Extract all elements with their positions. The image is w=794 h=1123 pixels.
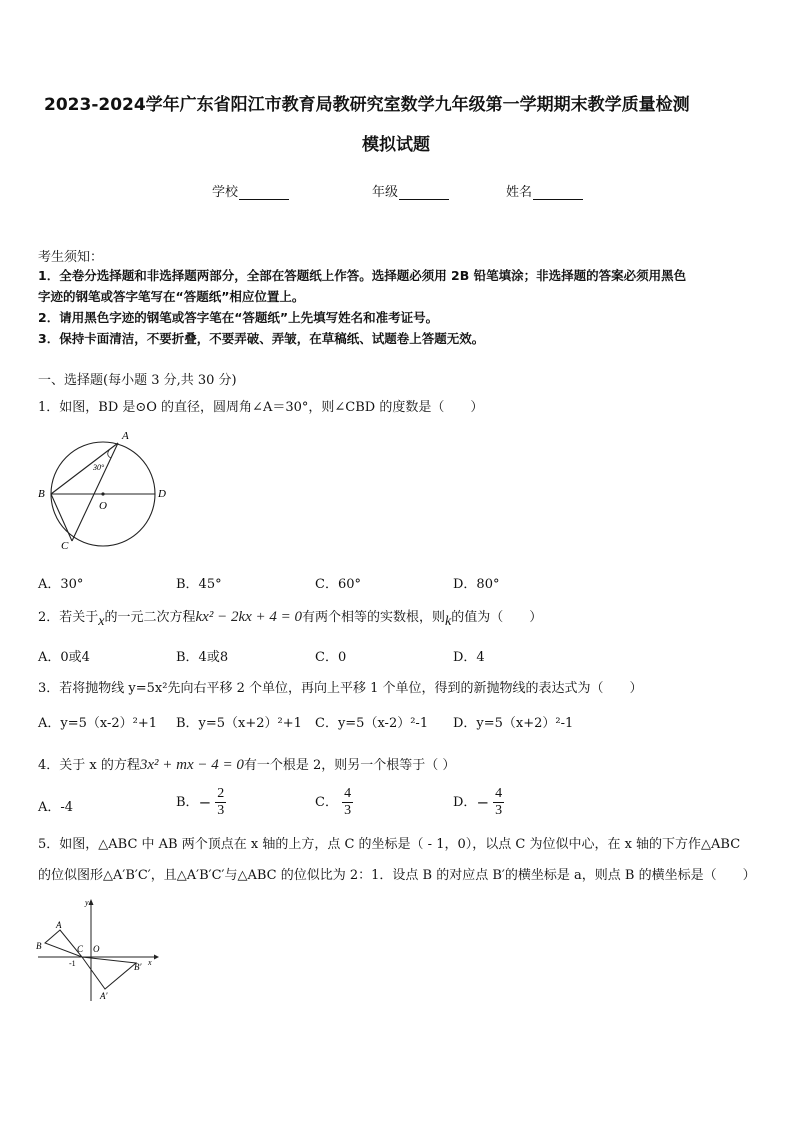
x-axis-arrow bbox=[154, 955, 159, 960]
q3-option-b: B．y=5（x+2）²+1 bbox=[176, 716, 302, 731]
q3-stem: 3．若将抛物线 y=5x²先向右平移 2 个单位，再向上平移 1 个单位，得到的新抛物线的表达式为（ ） bbox=[38, 681, 643, 696]
q1-option-c: C．60° bbox=[315, 577, 361, 592]
chord-bc bbox=[51, 494, 72, 541]
name-field bbox=[506, 181, 583, 200]
q4-option-c-den: 3 bbox=[344, 803, 352, 818]
section-heading: 一、选择题(每小题 3 分,共 30 分) bbox=[38, 373, 237, 388]
q4-option-b-den: 3 bbox=[217, 803, 225, 818]
q4-option-a bbox=[38, 796, 73, 815]
label-a-prime: A′ bbox=[100, 991, 108, 1001]
q5-stem-line1: 5．如图，△ABC 中 AB 两个顶点在 x 轴的上方，点 C 的坐标是（ - 1，0），以点 C 为位似中心，在 x 轴的下方作△ABC bbox=[38, 837, 741, 852]
q4-option-d-den: 3 bbox=[495, 803, 503, 818]
q4-option-b-fraction bbox=[215, 786, 226, 819]
q2-stem-b: 的一元二次方程 bbox=[104, 610, 196, 625]
notice-item-1: 1．全卷分选择题和非选择题两部分，全部在答题纸上作答。选择题必须用 2B 铅笔填涂；非选择题的答案必须用黑色 bbox=[38, 268, 687, 283]
q4-option-d-sign: − bbox=[476, 793, 490, 812]
grade-field bbox=[372, 181, 449, 200]
notice-item-3: 3．保持卡面清洁，不要折叠，不要弄破、弄皱，在草稿纸、试题卷上答题无效。 bbox=[38, 331, 485, 346]
q3-option-c: C．y=5（x-2）²-1 bbox=[315, 716, 429, 731]
q4-option-d-fraction bbox=[493, 786, 504, 819]
q2-option-c: C．0 bbox=[315, 650, 347, 665]
label-x-axis: x bbox=[148, 958, 152, 967]
q4-equation: 3x² + mx − 4 = 0 bbox=[139, 757, 244, 773]
q5-stem-line2: 的位似图形△A′B′C′，且△A′B′C′与△ABC 的位似比为 2：1．设点 B 的对应点 B′的横坐标是 a，则点 B 的横坐标是（ ） bbox=[38, 868, 756, 883]
q4-option-b-num: 2 bbox=[217, 786, 225, 801]
school-field bbox=[212, 181, 289, 200]
y-axis-arrow bbox=[89, 899, 94, 905]
q4-stem-b: 有一个根是 2，则另一个根等于（ ） bbox=[243, 758, 456, 773]
q2-stem-c: 有两个相等的实数根，则 bbox=[302, 610, 446, 625]
page-title: 2023-2024学年广东省阳江市教育局教研究室数学九年级第一学期期末教学质量检测 bbox=[44, 95, 690, 115]
school-label: 学校 bbox=[212, 185, 239, 200]
q4-option-d-num: 4 bbox=[495, 786, 503, 801]
q1-option-d: D．80° bbox=[453, 577, 500, 592]
label-o: O bbox=[99, 500, 107, 512]
q2-var-x: x bbox=[98, 614, 105, 629]
notice-item-1-cont: 字迹的钢笔或答字笔写在“答题纸”相应位置上。 bbox=[38, 289, 305, 304]
q4-stem bbox=[38, 754, 455, 774]
q1-option-a: A．30° bbox=[38, 577, 84, 592]
q2-var-k: k bbox=[445, 614, 452, 629]
q2-option-b: B．4或8 bbox=[176, 650, 229, 665]
q2-equation: kx² − 2kx + 4 = 0 bbox=[195, 609, 303, 625]
q2-stem-a: 2．若关于 bbox=[38, 610, 99, 625]
q4-option-c-letter: C． bbox=[315, 795, 338, 810]
triangle-a1b1c1 bbox=[82, 957, 136, 989]
q2-stem-d: 的值为（ ） bbox=[451, 610, 543, 625]
q4-option-b-letter: B． bbox=[176, 795, 199, 810]
name-blank bbox=[533, 186, 583, 200]
label-angle: 30° bbox=[93, 463, 105, 472]
q4-option-d bbox=[453, 786, 504, 819]
q4-option-c-num: 4 bbox=[344, 786, 352, 801]
q4-option-d-letter: D． bbox=[453, 795, 477, 810]
q4-option-c-fraction bbox=[342, 786, 353, 819]
label-a: A bbox=[122, 430, 129, 442]
q1-option-b: B．45° bbox=[176, 577, 222, 592]
label-c: C bbox=[61, 540, 69, 552]
q4-stem-a: 4．关于 x 的方程 bbox=[38, 758, 140, 773]
label-b-prime: B′ bbox=[134, 962, 142, 972]
grade-label: 年级 bbox=[372, 185, 399, 200]
label-b: B bbox=[36, 941, 42, 951]
q4-option-b bbox=[176, 786, 226, 819]
label-a: A bbox=[56, 920, 62, 930]
q5-coordinate-figure bbox=[30, 893, 165, 1005]
q2-stem bbox=[38, 606, 543, 629]
q4-option-c bbox=[315, 786, 353, 819]
q3-option-a: A．y=5（x-2）²+1 bbox=[38, 716, 158, 731]
label-neg1: -1 bbox=[69, 959, 76, 968]
name-label: 姓名 bbox=[506, 185, 533, 200]
q4-option-a-letter: A． bbox=[38, 800, 61, 815]
page-subtitle: 模拟试题 bbox=[362, 135, 430, 155]
label-c: C bbox=[77, 944, 84, 954]
q3-option-d: D．y=5（x+2）²-1 bbox=[453, 716, 574, 731]
grade-blank bbox=[399, 186, 449, 200]
label-o: O bbox=[93, 944, 100, 954]
label-d: D bbox=[158, 488, 166, 500]
school-blank bbox=[239, 186, 289, 200]
q4-option-a-text: -4 bbox=[60, 800, 74, 815]
center-dot bbox=[101, 492, 104, 495]
q1-stem: 1．如图，BD 是⊙O 的直径，圆周角∠A＝30°，则∠CBD 的度数是（ ） bbox=[38, 400, 484, 415]
label-y-axis: y bbox=[85, 898, 89, 907]
notice-item-2: 2．请用黑色字迹的钢笔或答字笔在“答题纸”上先填写姓名和准考证号。 bbox=[38, 310, 439, 325]
q2-option-a: A．0或4 bbox=[38, 650, 90, 665]
label-b: B bbox=[38, 488, 45, 500]
chord-ba bbox=[51, 443, 118, 494]
q1-circle-figure bbox=[30, 425, 180, 555]
q2-option-d: D．4 bbox=[453, 650, 485, 665]
notice-heading: 考生须知： bbox=[38, 250, 104, 265]
q4-option-b-sign: − bbox=[198, 793, 212, 812]
